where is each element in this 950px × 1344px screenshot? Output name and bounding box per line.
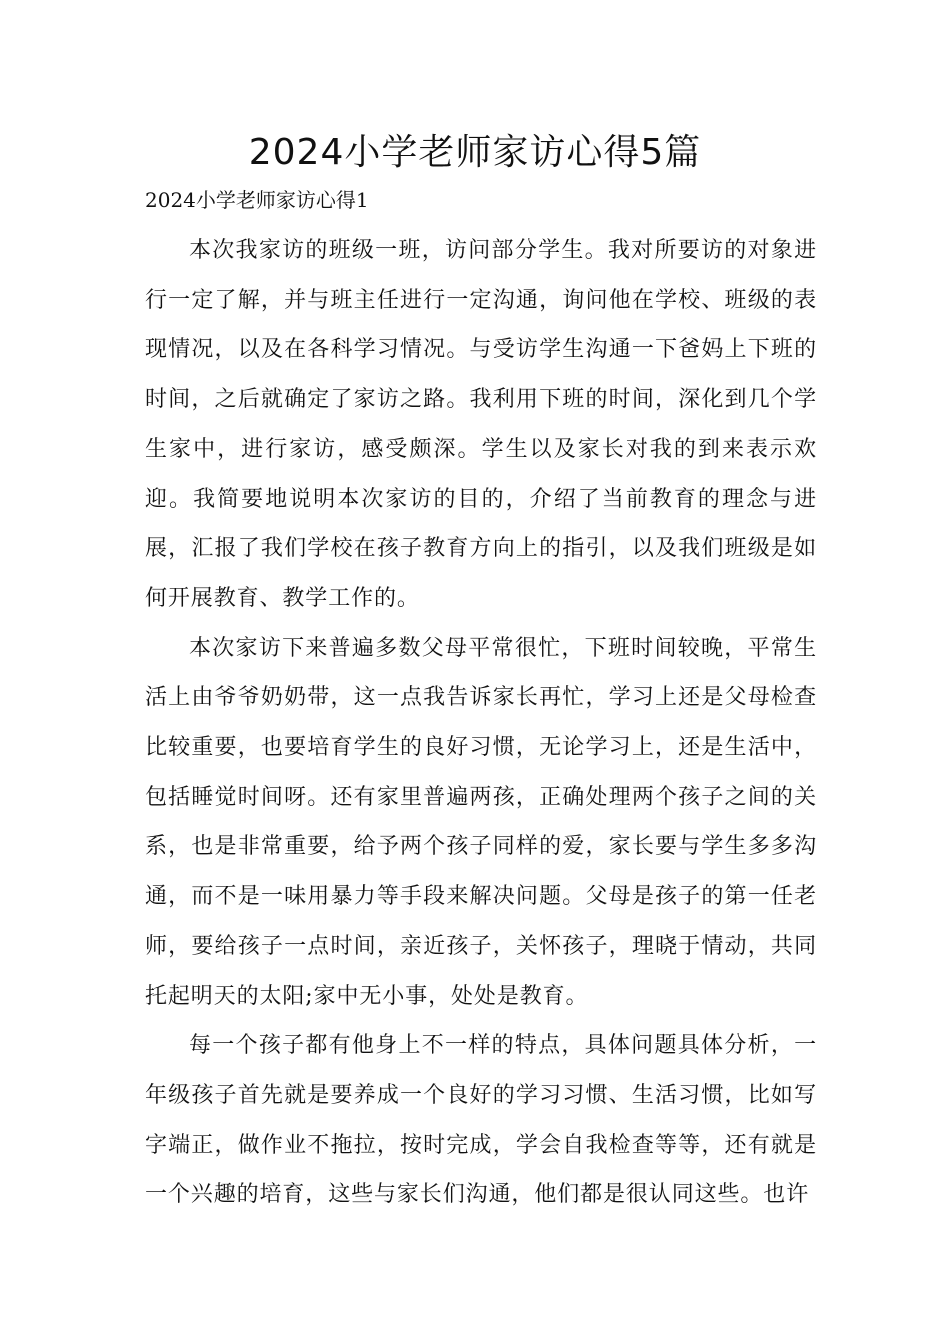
section-heading: 2024小学老师家访心得1 (145, 188, 369, 212)
paragraph: 本次我家访的班级一班，访问部分学生。我对所要访的对象进行一定了解，并与班主任进行一定沟通，询问他在学校、班级的表现情况，以及在各科学习情况。与受访学生沟通一下爸妈上下班的时间，之后就确定了家访之路。我利用下班的时间，深化到几个学生家中，进行家访，感受颇深。学生以及家长对我的到来表示欢迎。我简要地说明本次家访的目的，介绍了当前教育的理念与进展，汇报了我们学校在孩子教育方向上的指引，以及我们班级是如何开展教育、教学工作的。 (145, 238, 817, 611)
document-title: 2024小学老师家访心得5篇 (248, 132, 702, 173)
paragraph: 每一个孩子都有他身上不一样的特点，具体问题具体分析，一年级孩子首先就是要养成一个良好的学习习惯、生活习惯，比如写字端正，做作业不拖拉，按时完成，学会自我检查等等，还有就是一个兴趣的培育，这些与家长们沟通，他们都是很认同这些。也许 (145, 1033, 817, 1208)
body-text (145, 226, 817, 1220)
paragraph: 本次家访下来普遍多数父母平常很忙，下班时间较晚，平常生活上由爷爷奶奶带，这一点我告诉家长再忙，学习上还是父母检查比较重要，也要培育学生的良好习惯，无论学习上，还是生活中，包括睡觉时间呀。还有家里普遍两孩，正确处理两个孩子之间的关系，也是非常重要，给予两个孩子同样的爱，家长要与学生多多沟通，而不是一味用暴力等手段来解决问题。父母是孩子的第一任老师，要给孩子一点时间，亲近孩子，关怀孩子，理晓于情动，共同托起明天的太阳;家中无小事，处处是教育。 (145, 635, 817, 1009)
